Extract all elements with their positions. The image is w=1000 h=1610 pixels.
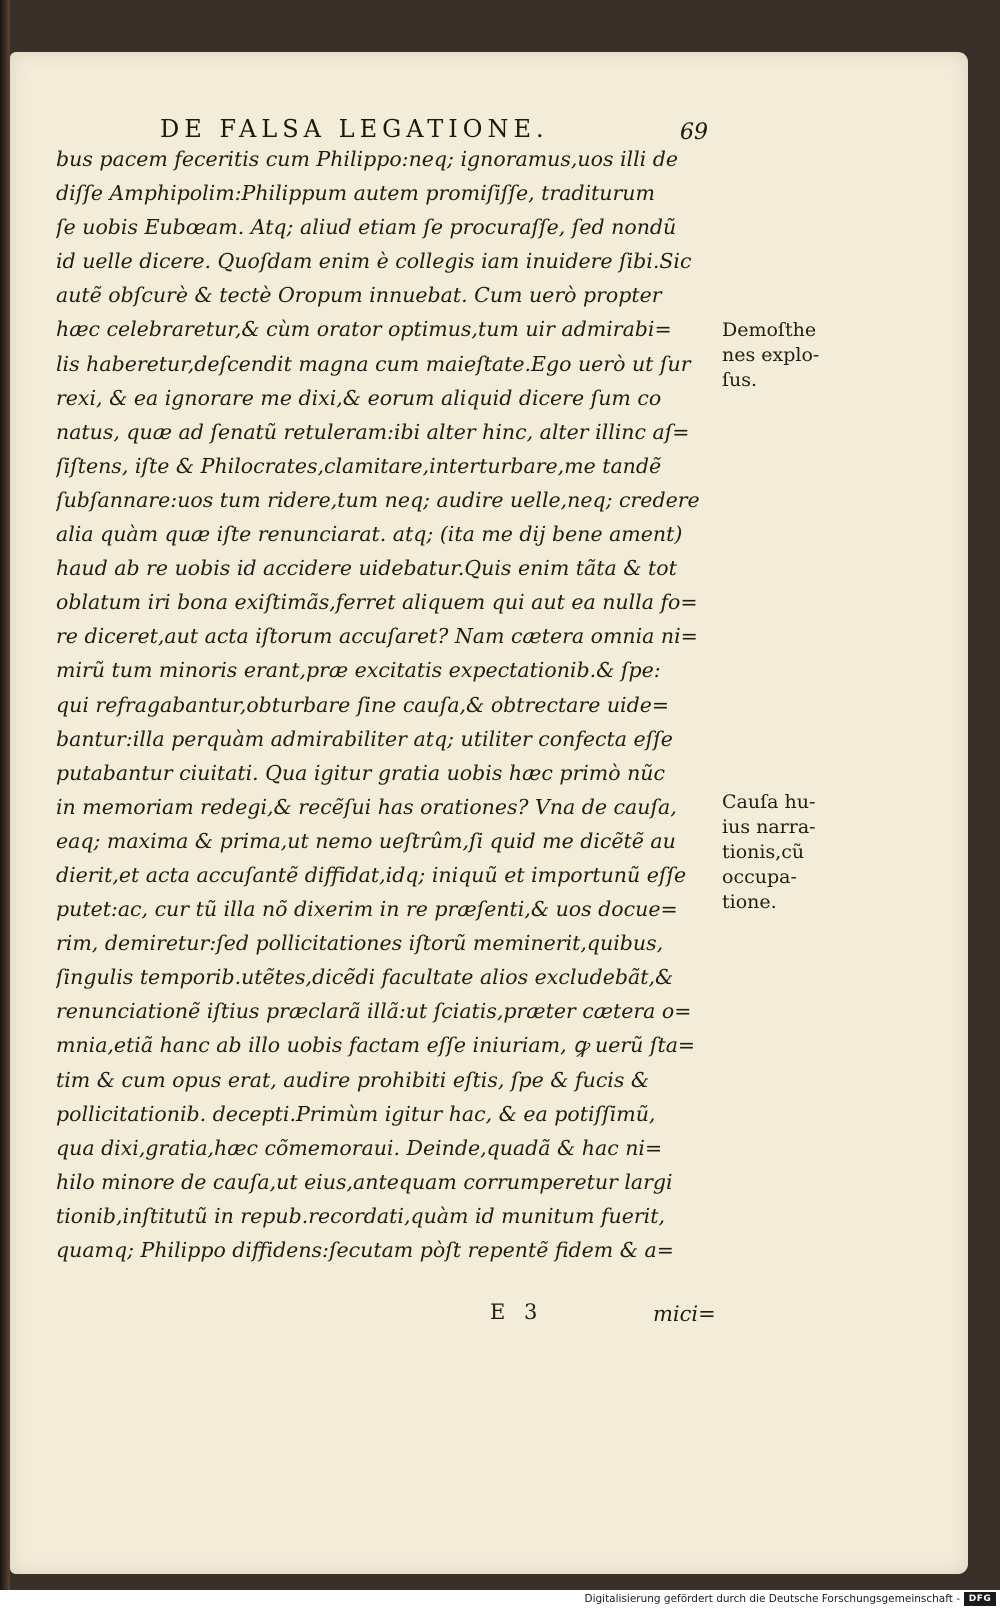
signature-mark: E 3 (490, 1300, 544, 1324)
text-line: qua dixi,gratia,hæc cõmemoraui. Deinde,quadã & hac ni= (56, 1135, 663, 1160)
margin-note-line: tione. (722, 891, 777, 913)
text-line: eaq; maxima & prima,ut nemo ueſtrûm,ſi quid me dicẽtẽ au (56, 828, 676, 853)
catchword: mici= (653, 1302, 716, 1326)
text-line: rim, demiretur:ſed pollicitationes iſtorũ meminerit,quibus, (56, 931, 664, 956)
text-line: bantur:illa perquàm admirabiliter atq; utiliter confecta eſſe (56, 726, 673, 751)
margin-note-line: occupa- (722, 866, 797, 888)
margin-note-causa (722, 790, 832, 915)
margin-note-line: Cauſa hu- (722, 791, 816, 813)
text-line: hæc celebraretur,& cùm orator optimus,tum uir admirabi= (56, 317, 672, 342)
text-line: lis haberetur,deſcendit magna cum maieſtate.Ego uerò ut ſur (56, 351, 691, 376)
text-line: ſingulis temporib.utẽtes,dicẽdi facultate alios excludebãt,& (56, 965, 674, 990)
text-line: renunciationẽ iſtius præclarã illã:ut ſciatis,præter cætera o= (56, 999, 692, 1024)
margin-note-line: tionis,cũ (722, 841, 805, 863)
margin-note-line: ius narra- (722, 816, 816, 838)
text-line: putet:ac, cur tũ illa nõ dixerim in re præſenti,& uos docue= (56, 897, 678, 922)
footer-credit: Digitalisierung gefördert durch die Deutsche Forschungsgemeinschaft - (584, 1593, 960, 1605)
text-line: dierit,et acta accuſantẽ diffidat,idq; iniquũ et importunũ eſſe (56, 862, 687, 887)
body-text (56, 142, 706, 1267)
text-line: id uelle dicere. Quoſdam enim è collegis iam inuidere ſibi.Sic (56, 249, 692, 274)
text-line: mnia,etiã hanc ab illo uobis factam eſſe iniuriam, ꝙ uerũ ſta= (56, 1033, 696, 1058)
text-line: rexi, & ea ignorare me dixi,& eorum aliquid dicere ſum co (56, 385, 662, 410)
text-line: putabantur ciuitati. Qua igitur gratia uobis hæc primò nũc (56, 760, 665, 785)
book-binding-edge (0, 0, 10, 1590)
text-line: ſe uobis Eubœam. Atq; aliud etiam ſe procuraſſe, ſed nondũ (56, 215, 677, 240)
margin-note-demosthenes (722, 318, 832, 393)
text-line: mirũ tum minoris erant,præ excitatis expectationib.& ſpe: (56, 658, 661, 683)
text-line: bus pacem feceritis cum Philippo:neq; ignoramus,uos illi de (56, 147, 678, 171)
text-line: natus, quæ ad ſenatũ retuleram:ibi alter hinc, alter illinc aſ= (56, 419, 690, 444)
dfg-logo: DFG (964, 1592, 996, 1606)
running-head: DE FALSA LEGATIONE. (160, 115, 549, 143)
text-line: tionib,inſtitutũ in repub.recordati,quàm id munitum fuerit, (56, 1203, 665, 1228)
text-line: oblatum iri bona exiſtimãs,ferret aliquem qui aut ea nulla fo= (56, 590, 698, 615)
margin-note-line: nes explo- (722, 344, 820, 366)
margin-note-line: Demoſthe (722, 319, 817, 341)
text-line: pollicitationib. decepti.Primùm igitur hac, & ea potiſſimũ, (56, 1101, 656, 1126)
text-line: diſſe Amphipolim:Philippum autem promiſiſſe, traditurum (56, 181, 655, 206)
text-line: ſiſtens, iſte & Philocrates,clamitare,interturbare,me tandẽ (56, 453, 662, 478)
text-line: re diceret,aut acta iſtorum accuſaret? Nam cætera omnia ni= (56, 624, 698, 649)
text-line: qui refragabantur,obturbare ſine cauſa,& obtrectare uide= (56, 692, 670, 717)
text-line: autẽ obſcurè & tectè Oropum innuebat. Cum uerò propter (56, 283, 662, 308)
text-line: ſubſannare:uos tum ridere,tum neq; audire uelle,neq; credere (56, 487, 700, 512)
text-line: tim & cum opus erat, audire prohibiti eſtis, ſpe & fucis & (56, 1067, 650, 1092)
text-line: in memoriam redegi,& recẽſui has orationes? Vna de cauſa, (56, 794, 677, 819)
text-line: hilo minore de cauſa,ut eius,antequam corrumperetur largi (56, 1169, 673, 1194)
text-line: quamq; Philippo diffidens:ſecutam pòſt repentẽ fidem & a= (56, 1238, 674, 1262)
text-line: alia quàm quæ iſte renunciarat. atq; (ita me dij bene ament) (56, 522, 683, 547)
margin-note-line: ſus. (722, 369, 758, 391)
page-number: 69 (680, 120, 708, 145)
text-line: haud ab re uobis id accidere uidebatur.Quis enim tãta & tot (56, 556, 677, 581)
